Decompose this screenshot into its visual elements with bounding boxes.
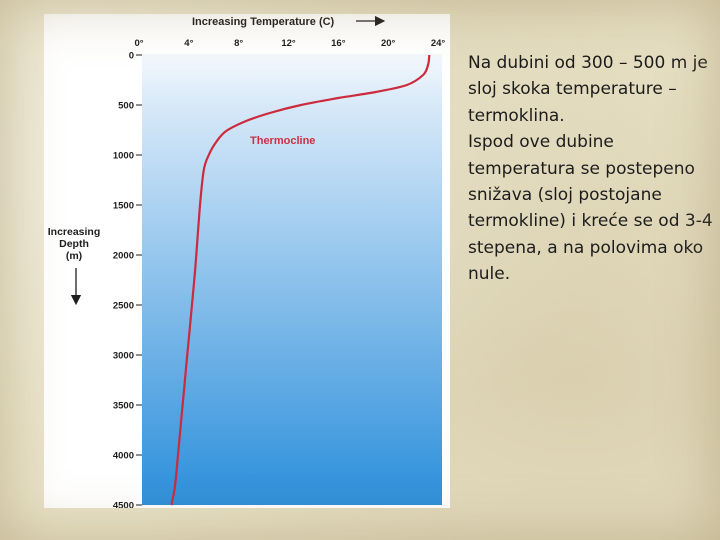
y-tick-label: 3000 — [112, 350, 134, 362]
y-axis-label — [48, 226, 101, 262]
y-axis-label-line-2: Depth — [59, 238, 89, 250]
water-column-background — [142, 54, 442, 505]
y-tick-label: 2000 — [112, 250, 134, 262]
paragraph-below-thermocline: Ispod ove dubine temperatura se postepeno snižava (sloj postojane termokline) i kreće se od 3-4 stepena, a na polovima oko nule. — [468, 132, 713, 285]
y-tick-label: 3500 — [112, 400, 134, 412]
y-tick-labels — [113, 51, 142, 509]
x-tick-label: 8° — [234, 38, 244, 49]
x-tick-labels — [134, 38, 445, 49]
x-axis-label: Increasing Temperature (C) — [192, 16, 335, 28]
y-tick-label: 1500 — [112, 200, 134, 212]
y-tick-label: 1000 — [112, 150, 134, 162]
y-tick-label: 4500 — [112, 500, 134, 508]
temperature-depth-chart — [44, 14, 450, 508]
y-tick-label: 0 — [128, 50, 134, 62]
thermocline-annotation: Thermocline — [250, 135, 316, 147]
x-tick-label: 16° — [331, 38, 346, 49]
paragraph-thermocline-depth: Na dubini od 300 – 500 m je sloj skoka temperature – termoklina. — [468, 53, 708, 126]
y-axis-label-line-3: (m) — [65, 250, 83, 262]
y-tick-label: 500 — [118, 100, 134, 112]
x-tick-label: 0° — [134, 38, 144, 49]
x-tick-label: 24° — [430, 38, 446, 49]
slide-body-text — [468, 50, 716, 288]
x-tick-label: 12° — [281, 38, 296, 49]
x-tick-label: 4° — [184, 38, 194, 49]
x-tick-label: 20° — [380, 38, 396, 49]
thermocline-figure — [44, 14, 450, 508]
y-tick-label: 2500 — [112, 300, 134, 312]
y-axis-label-line-1: Increasing — [47, 226, 101, 238]
y-tick-label: 4000 — [112, 450, 134, 462]
